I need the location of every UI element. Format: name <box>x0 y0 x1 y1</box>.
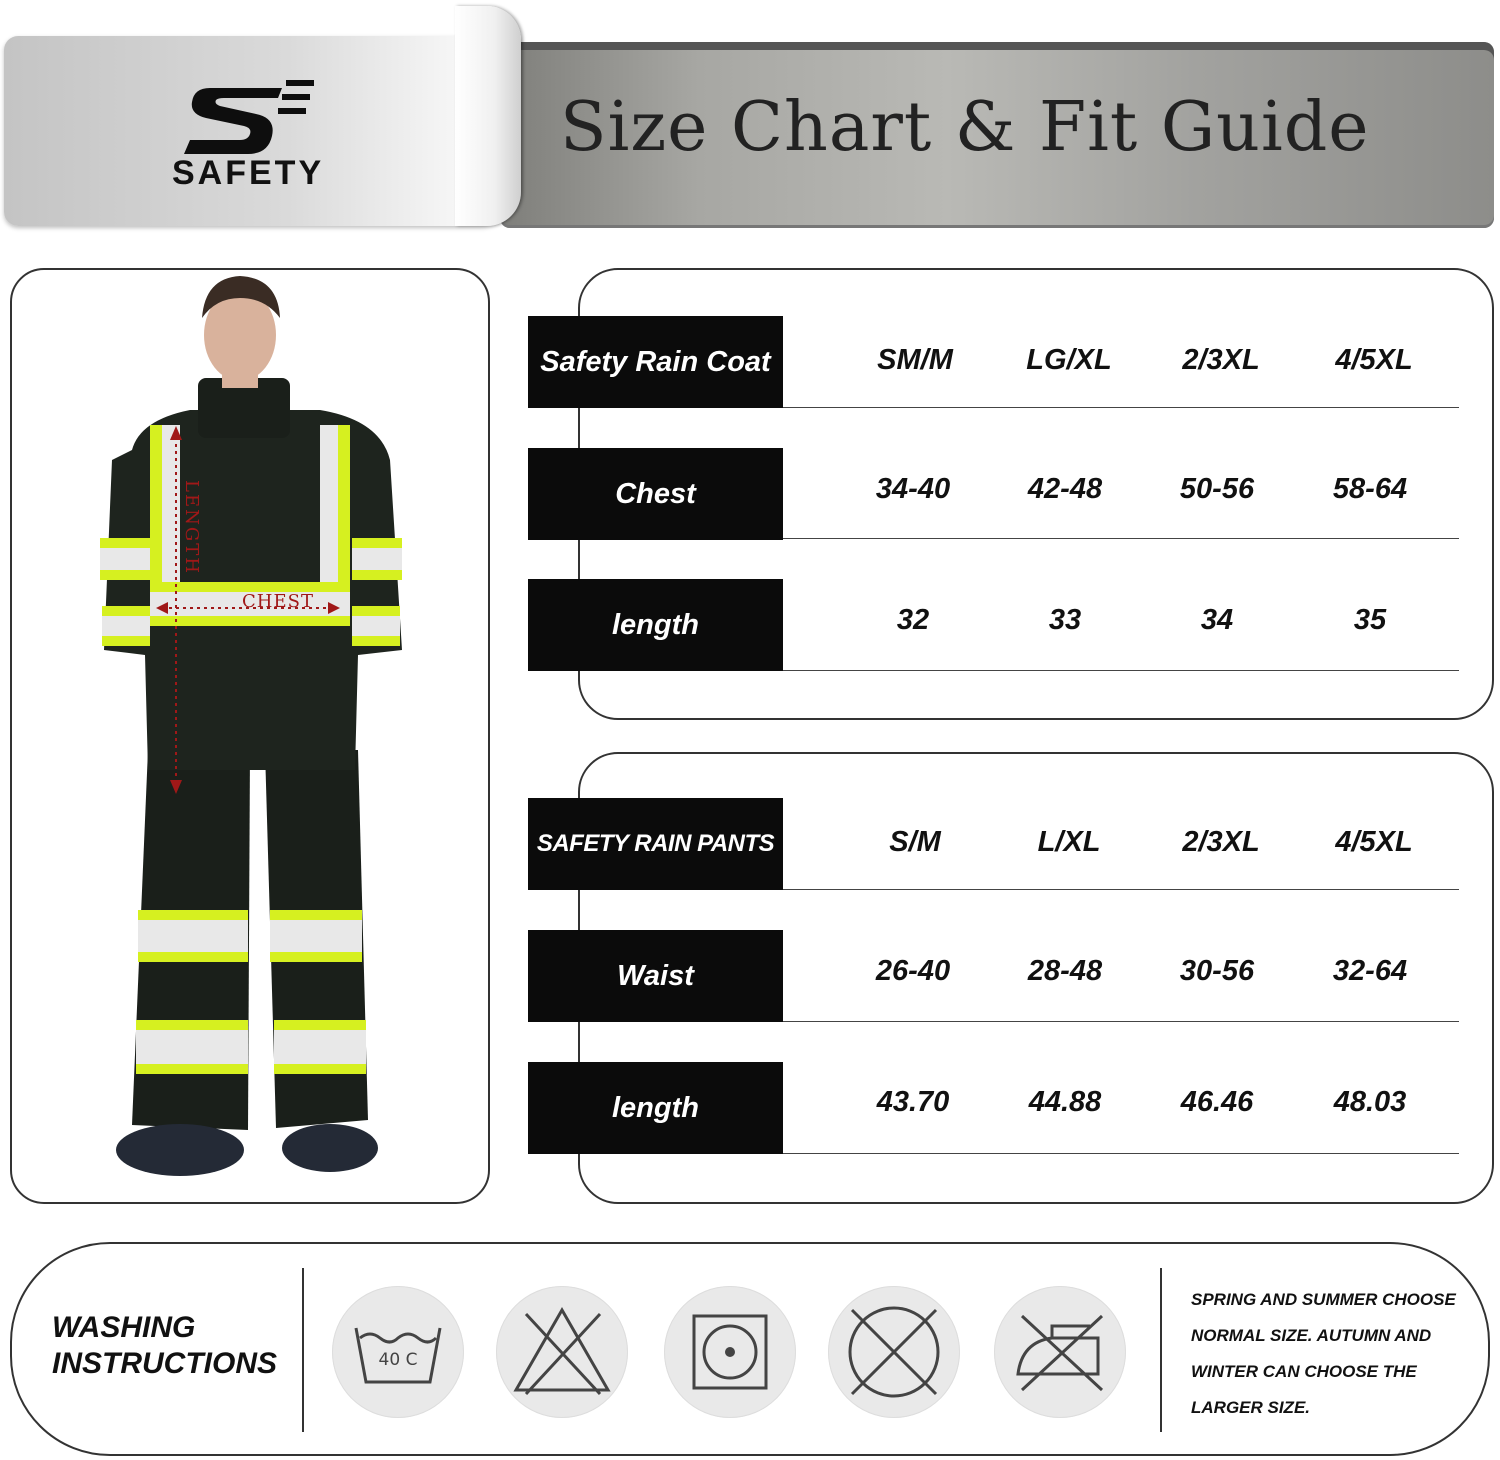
table-divider <box>783 1153 1459 1154</box>
washing-title <box>52 1310 277 1382</box>
washing-title-line: WASHING <box>52 1311 196 1344</box>
wash-40c-icon <box>332 1286 464 1418</box>
coat-row-label: length <box>528 579 783 671</box>
table-cell: 43.70 <box>876 1086 950 1118</box>
size-header: SM/M <box>877 344 953 376</box>
note-line: LARGER SIZE. <box>1191 1398 1311 1417</box>
pants-table-title: SAFETY RAIN PANTS <box>528 798 783 890</box>
table-cell: 28-48 <box>1027 955 1103 987</box>
table-cell: 26-40 <box>875 955 951 987</box>
table-cell: 58-64 <box>1332 473 1408 505</box>
pants-row-label: Waist <box>528 930 783 1022</box>
chest-measure-label: CHEST <box>242 591 314 612</box>
table-divider <box>783 538 1459 539</box>
note-line: NORMAL SIZE. AUTUMN AND <box>1191 1326 1432 1345</box>
table-cell: 48.03 <box>1333 1086 1407 1118</box>
table-cell: 34 <box>1200 604 1234 636</box>
size-header: 4/5XL <box>1335 344 1413 376</box>
table-divider <box>783 670 1459 671</box>
length-measure-label: LENGTH <box>181 480 202 575</box>
table-cell: 32-64 <box>1332 955 1408 987</box>
note-line: SPRING AND SUMMER CHOOSE <box>1191 1290 1456 1309</box>
coat-row-label: Chest <box>528 448 783 540</box>
size-header: L/XL <box>1037 826 1101 858</box>
size-header: S/M <box>889 826 941 858</box>
table-divider <box>783 407 1459 408</box>
coat-table-title: Safety Rain Coat <box>528 316 783 408</box>
section-divider <box>302 1268 304 1432</box>
washing-title-line: INSTRUCTIONS <box>52 1347 277 1380</box>
header-banner-curl <box>455 6 521 226</box>
table-cell: 50-56 <box>1179 473 1255 505</box>
wash-temp-label: 40 C <box>378 1350 418 1370</box>
size-header: 4/5XL <box>1335 826 1413 858</box>
table-cell: 46.46 <box>1180 1086 1254 1118</box>
table-cell: 33 <box>1048 604 1082 636</box>
table-cell: 42-48 <box>1027 473 1103 505</box>
do-not-dry-clean-icon <box>828 1286 960 1418</box>
page-title: Size Chart & Fit Guide <box>560 88 1370 167</box>
do-not-iron-icon <box>994 1286 1126 1418</box>
table-cell: 44.88 <box>1028 1086 1102 1118</box>
size-header: 2/3XL <box>1182 344 1260 376</box>
table-cell: 34-40 <box>875 473 951 505</box>
do-not-bleach-icon <box>496 1286 628 1418</box>
table-divider <box>783 889 1459 890</box>
table-cell: 30-56 <box>1179 955 1255 987</box>
pants-row-label: length <box>528 1062 783 1154</box>
size-advice-note <box>1191 1282 1471 1426</box>
size-header: 2/3XL <box>1182 826 1260 858</box>
table-divider <box>783 1021 1459 1022</box>
tumble-dry-icon <box>664 1286 796 1418</box>
table-cell: 35 <box>1353 604 1387 636</box>
size-header: LG/XL <box>1026 344 1112 376</box>
brand-wordmark: SAFETY <box>172 154 325 192</box>
note-line: WINTER CAN CHOOSE THE <box>1191 1362 1417 1381</box>
table-cell: 32 <box>896 604 930 636</box>
model-photo <box>90 270 420 1200</box>
section-divider <box>1160 1268 1162 1432</box>
